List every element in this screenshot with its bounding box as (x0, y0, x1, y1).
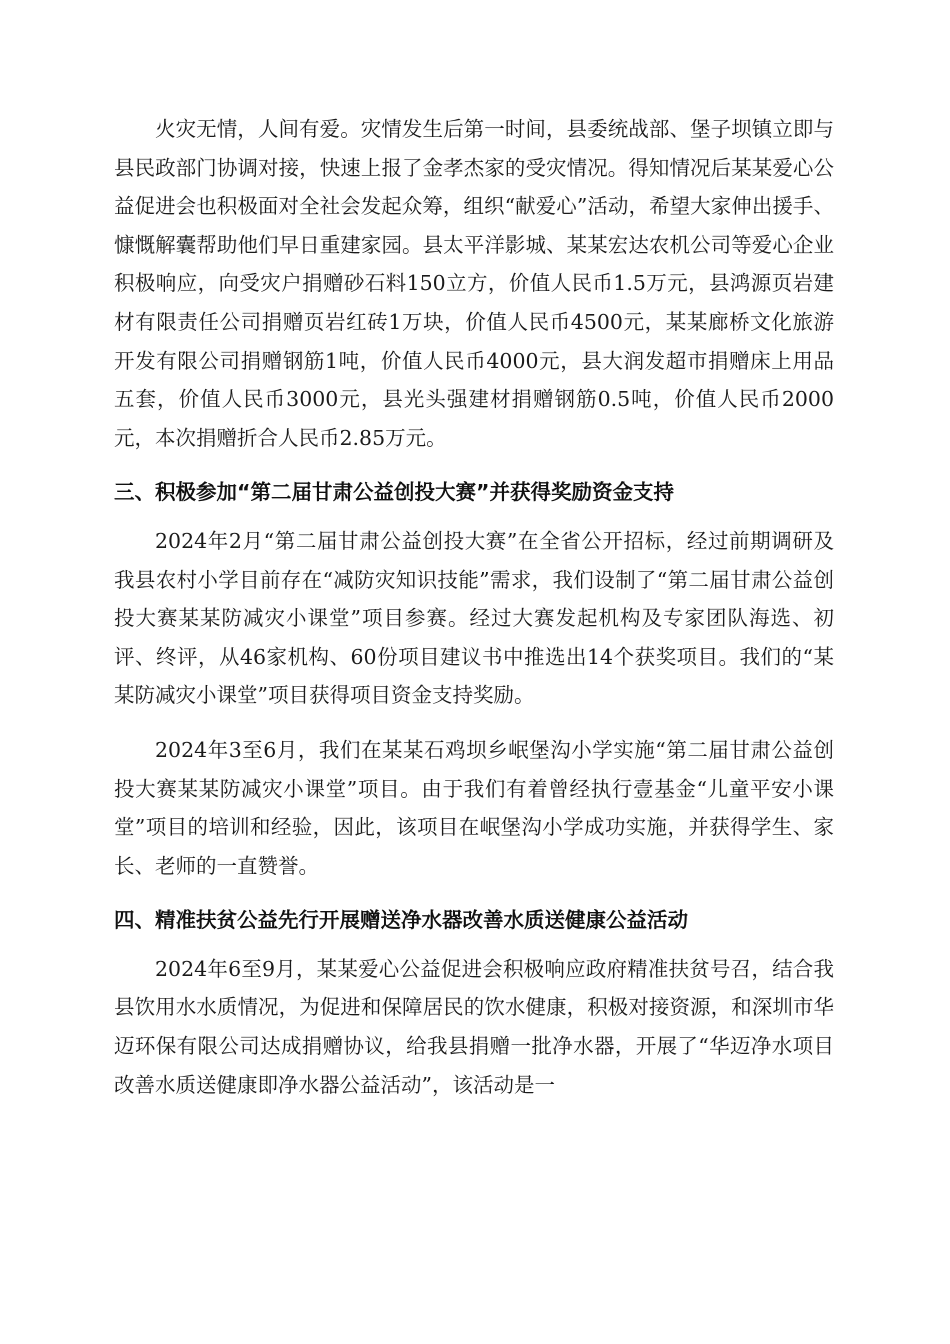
paragraph-fire-donation: 火灾无情，人间有爱。灾情发生后第一时间，县委统战部、堡子坝镇立即与县民政部门协调对接，快速上报了金孝杰家的受灾情况。得知情况后某某爱心公益促进会也积极面对全社会发起众筹，组织“献爱心”活动，希望大家伸出援手、慷慨解囊帮助他们早日重建家园。县太平洋影城、某某宏达农机公司等爱心企业积极响应，向受灾户捐赠砂石料150立方，价值人民币1.5万元，县鸿源页岩建材有限责任公司捐赠页岩红砖1万块，价值人民币4500元，某某廊桥文化旅游开发有限公司捐赠钢筋1吨，价值人民币4000元，县大润发超市捐赠床上用品五套，价值人民币3000元，县光头强建材捐赠钢筋0.5吨，价值人民币2000元，本次捐赠折合人民币2.85万元。 (114, 117, 834, 450)
section-heading-4: 四、精准扶贫公益先行开展赠送净水器改善水质送健康公益活动 (114, 908, 688, 933)
document-body (114, 110, 834, 1104)
paragraph-project-implementation: 2024年3至6月，我们在某某石鸡坝乡岷堡沟小学实施“第二届甘肃公益创投大赛某某防减灾小课堂”项目。由于我们有着曾经执行壹基金“儿童平安小课堂”项目的培训和经验，因此，该项目在岷堡沟小学成功实施，并获得学生、家长、老师的一直赞誉。 (114, 737, 834, 878)
section-heading-3: 三、积极参加“第二届甘肃公益创投大赛”并获得奖励资金支持 (114, 480, 674, 505)
paragraph-competition: 2024年2月“第二届甘肃公益创投大赛”在全省公开招标，经过前期调研及我县农村小学目前存在“减防灾知识技能”需求，我们设制了“第二届甘肃公益创投大赛某某防减灾小课堂”项目参赛。经过大赛发起机构及专家团队海选、初评、终评，从46家机构、60份项目建议书中推选出14个获奖项目。我们的“某某防减灾小课堂”项目获得项目资金支持奖励。 (114, 528, 834, 708)
paragraph-water-purifier: 2024年6至9月，某某爱心公益促进会积极响应政府精准扶贫号召，结合我县饮用水水质情况，为促进和保障居民的饮水健康，积极对接资源，和深圳市华迈环保有限公司达成捐赠协议，给我县捐赠一批净水器，开展了“华迈净水项目改善水质送健康即净水器公益活动”，该活动是一 (114, 956, 834, 1097)
